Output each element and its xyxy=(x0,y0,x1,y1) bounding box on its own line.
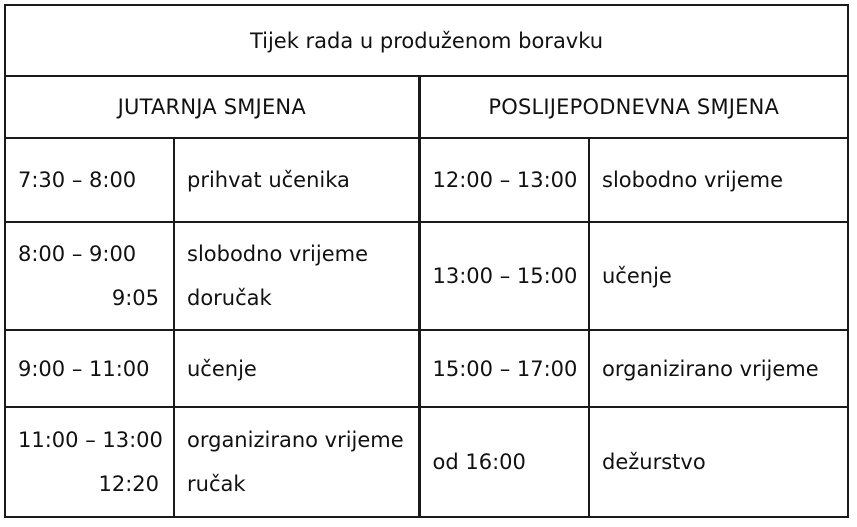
afternoon-time: od 16:00 xyxy=(432,450,526,474)
schedule-table xyxy=(6,6,847,516)
morning-time: 7:30 – 8:00 xyxy=(18,168,137,192)
schedule-title: Tijek rada u produženom boravku xyxy=(6,6,847,76)
table-row xyxy=(6,222,847,330)
morning-time-cell xyxy=(6,138,174,222)
morning-activity: učenje xyxy=(187,356,257,381)
morning-activity-cell xyxy=(174,222,419,330)
morning-subtime: 12:20 xyxy=(98,472,159,496)
morning-activity-cell xyxy=(174,407,419,516)
afternoon-activity-cell xyxy=(589,407,847,516)
table-row xyxy=(6,407,847,516)
afternoon-time-cell xyxy=(419,222,589,330)
schedule-frame xyxy=(4,4,849,518)
afternoon-activity: dežurstvo xyxy=(602,450,706,474)
afternoon-shift-header: POSLIJEPODNEVNA SMJENA xyxy=(419,76,847,138)
afternoon-time-cell xyxy=(419,138,589,222)
morning-shift-header: JUTARNJA SMJENA xyxy=(6,76,419,138)
morning-activity-cell xyxy=(174,138,419,222)
afternoon-activity-cell xyxy=(589,330,847,407)
afternoon-time-cell xyxy=(419,407,589,516)
morning-time-cell xyxy=(6,330,174,407)
afternoon-activity-cell xyxy=(589,138,847,222)
morning-time: 11:00 – 13:00 xyxy=(18,428,163,452)
morning-activity: prihvat učenika xyxy=(187,168,350,192)
table-row xyxy=(6,330,847,407)
title-row xyxy=(6,6,847,76)
table-row xyxy=(6,138,847,222)
header-row xyxy=(6,76,847,138)
morning-activity: organizirano vrijeme xyxy=(187,428,404,452)
morning-time-cell xyxy=(6,407,174,516)
morning-time-cell xyxy=(6,222,174,330)
morning-activity-cell xyxy=(174,330,419,407)
morning-activity: slobodno vrijeme xyxy=(187,242,368,266)
afternoon-time: 15:00 – 17:00 xyxy=(432,356,578,381)
afternoon-activity: organizirano vrijeme xyxy=(602,356,819,381)
afternoon-time-cell xyxy=(419,330,589,407)
afternoon-time: 13:00 – 15:00 xyxy=(432,264,578,288)
afternoon-time: 12:00 – 13:00 xyxy=(432,168,578,192)
morning-subactivity: ručak xyxy=(187,472,246,496)
morning-time: 8:00 – 9:00 xyxy=(18,242,137,266)
afternoon-activity: slobodno vrijeme xyxy=(602,168,783,192)
morning-subactivity: doručak xyxy=(187,286,272,310)
morning-subtime: 9:05 xyxy=(111,286,159,310)
afternoon-activity-cell xyxy=(589,222,847,330)
afternoon-activity: učenje xyxy=(602,264,672,288)
morning-time: 9:00 – 11:00 xyxy=(18,356,150,381)
